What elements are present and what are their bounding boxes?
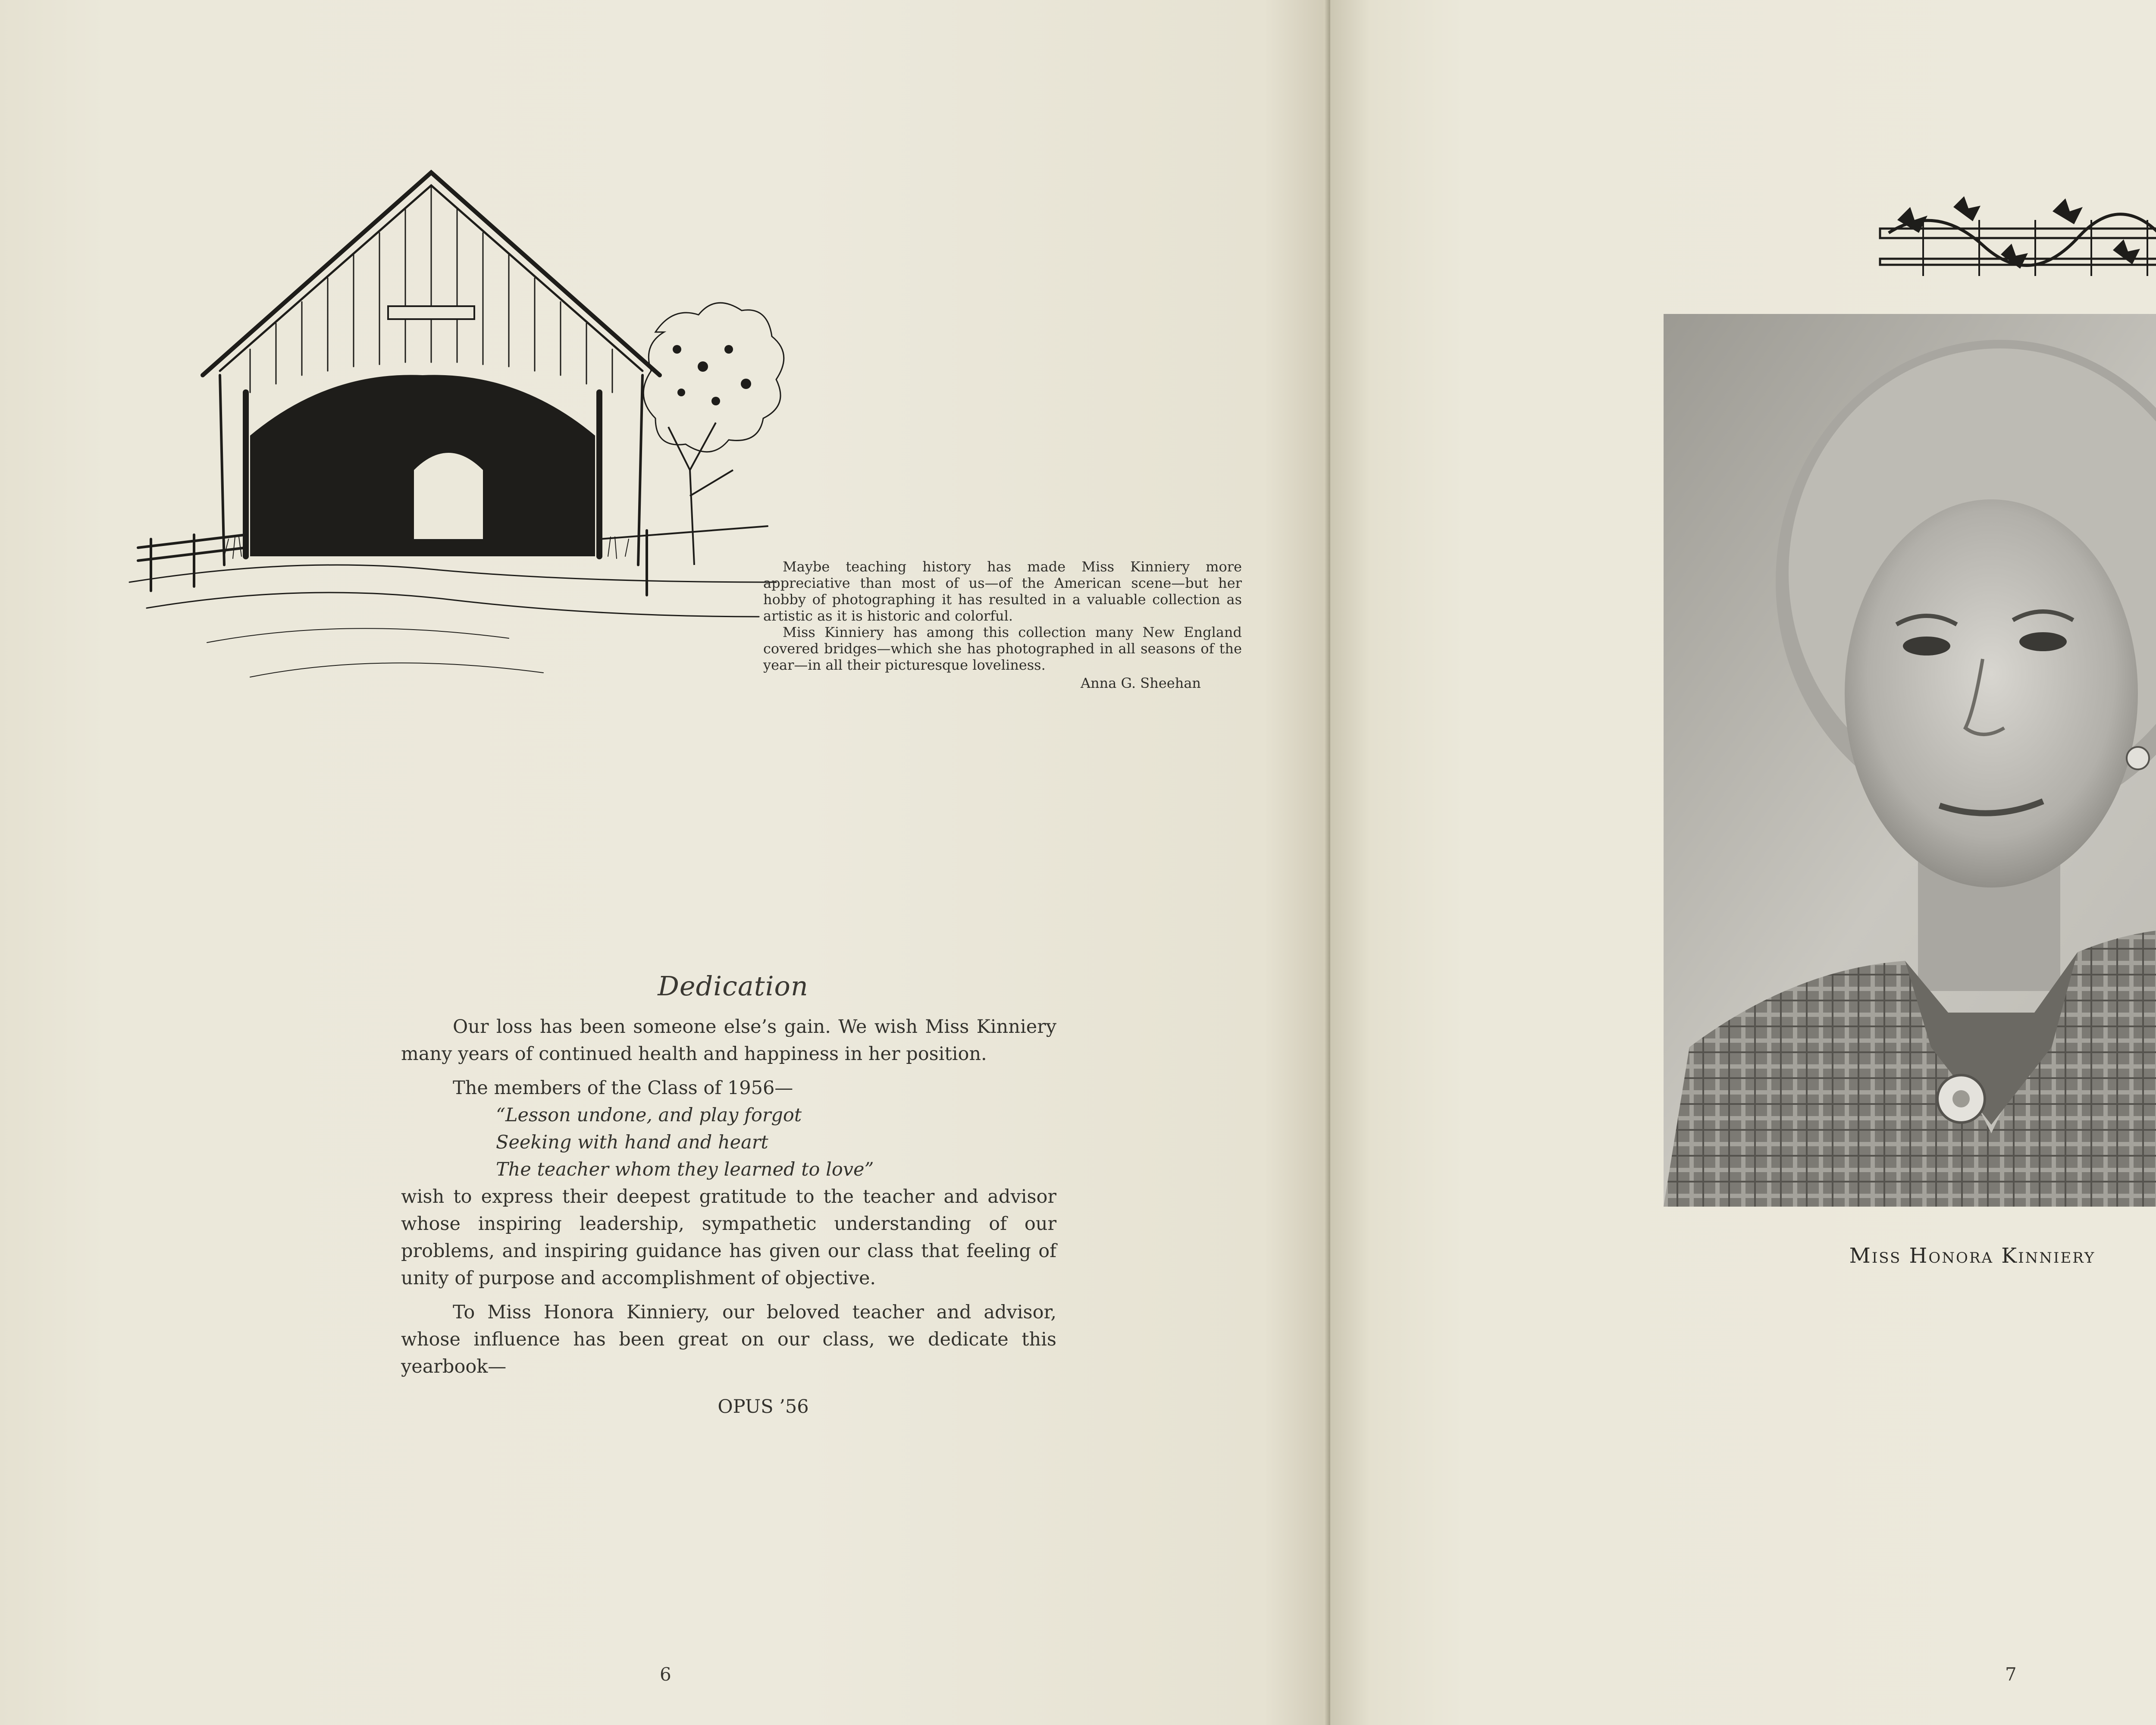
dedication-body [401,1013,1056,1421]
page-number-left: 6 [660,1664,671,1685]
caption-paragraph-1: Maybe teaching history has made Miss Kinniery more appreciative than most of us—of the American scene—but her hobby of photographing it has resulted in a valuable collection as artistic as it is historic and colorful. [763,558,1242,624]
caption-paragraph-2: Miss Kinniery has among this collection many New England covered bridges—which she has photographed in all seasons of the year—in all their picturesque loveliness. [763,624,1242,673]
dedication-verse-1: “Lesson undone, and play forgot [496,1104,802,1126]
bridge-caption [763,558,1242,691]
page-number-right: 7 [2005,1664,2017,1685]
portrait-photo [1664,314,2156,1207]
portrait-icon [1664,314,2156,1207]
dedication-verse-3: The teacher whom they learned to love” [496,1159,874,1180]
dedication-paragraph-2: wish to express their deepest gratitude to the teacher and advisor whose inspiring leadership, sympathetic understanding of our problems, and inspiring guidance has given our class that feeling of unity of purpose and accomplishment of objective. [401,1186,1056,1289]
covered-bridge-icon [121,168,785,699]
caption-signature: Anna G. Sheehan [1080,675,1201,691]
dedication-verse-2: Seeking with hand and heart [496,1132,768,1153]
dedication-signoff: OPUS ’56 [718,1396,809,1418]
dedication-title: Dedication [658,970,808,1002]
dedication-paragraph-3: To Miss Honora Kinniery, our beloved teacher and advisor, whose influence has been great on our class, we dedicate this yearbook— [401,1302,1056,1377]
portrait-caption: Miss Honora Kinniery [1849,1244,2096,1268]
dedication-members-line: The members of the Class of 1956— [453,1077,793,1099]
dedication-paragraph-1: Our loss has been someone else’s gain. We wish Miss Kinniery many years of continued health and happiness in her position. [401,1016,1056,1065]
